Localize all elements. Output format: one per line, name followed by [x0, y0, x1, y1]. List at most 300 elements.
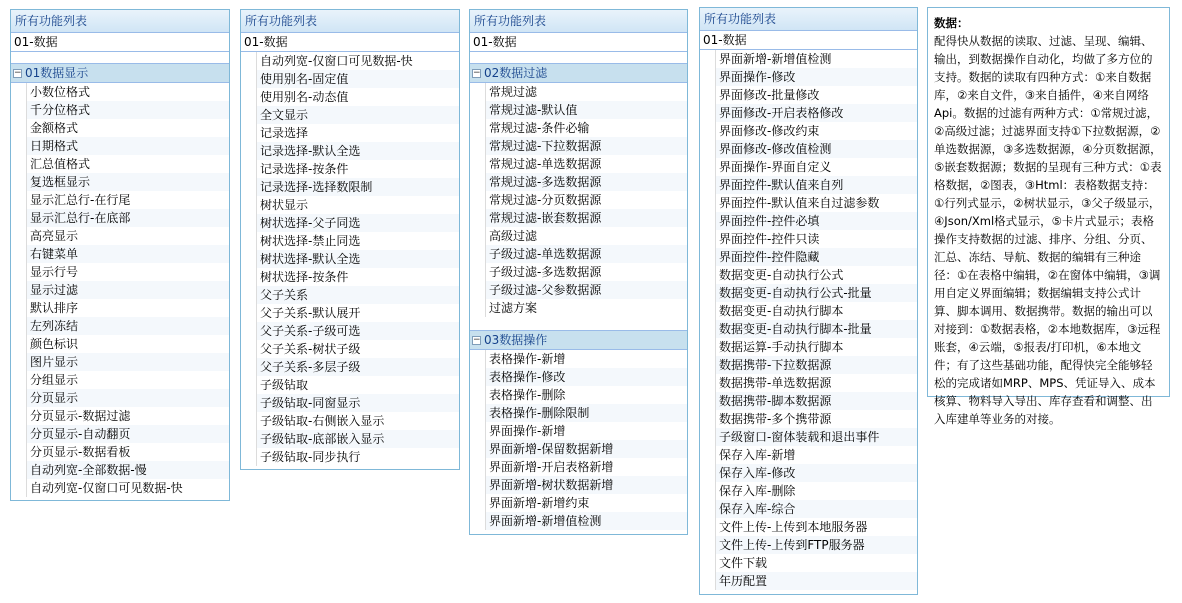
row-indicator	[11, 335, 27, 353]
list-item[interactable]	[470, 119, 687, 137]
list-item[interactable]	[11, 137, 229, 155]
row-indicator	[11, 407, 27, 425]
row-indicator	[241, 124, 257, 142]
panel-title: 所有功能列表	[700, 8, 917, 31]
row-indicator	[470, 119, 486, 137]
list-item-label: 界面修改-修改值检测	[716, 140, 917, 158]
list-item-label: 父子关系-默认展开	[260, 306, 361, 320]
collapse-icon[interactable]: −	[14, 67, 22, 78]
list-item-label: 界面新增-新增值检测	[486, 512, 687, 530]
list-item-label: 复选框显示	[27, 173, 229, 191]
list-item-label: 表格操作-修改	[486, 368, 687, 386]
list-item-label: 常规过滤-单选数据源	[489, 157, 602, 171]
row-indicator	[470, 281, 486, 299]
row-indicator	[470, 209, 486, 227]
row-indicator	[470, 245, 486, 263]
list-item[interactable]	[700, 464, 917, 482]
row-indicator	[241, 394, 257, 412]
list-item-label: 自动列宽-仅窗口可见数据-快	[30, 481, 183, 495]
row-indicator	[11, 263, 27, 281]
row-indicator	[700, 140, 716, 158]
row-indicator	[470, 440, 486, 458]
row-indicator	[700, 158, 716, 176]
list-item-label: 常规过滤-嵌套数据源	[486, 209, 687, 227]
list-item[interactable]	[700, 518, 917, 536]
list-item-label: 颜色标识	[30, 337, 79, 351]
category-select[interactable]: 01-数据	[11, 33, 229, 52]
list-item[interactable]	[700, 194, 917, 212]
category-select[interactable]: 01-数据	[241, 33, 459, 52]
row-indicator	[470, 299, 486, 317]
list-item[interactable]	[11, 407, 229, 425]
list-item-label: 界面修改-开启表格修改	[716, 104, 917, 122]
list-item-label: 显示行号	[30, 265, 79, 279]
list-item[interactable]	[241, 322, 459, 340]
list-item[interactable]	[241, 412, 459, 430]
list-item[interactable]	[700, 158, 917, 176]
row-indicator	[241, 70, 257, 88]
row-indicator	[470, 422, 486, 440]
list-item[interactable]	[11, 173, 229, 191]
function-list-panel-2	[240, 9, 460, 470]
function-list-panel-4	[699, 7, 918, 595]
list-item[interactable]	[11, 425, 229, 443]
list-item-label: 显示汇总行-在底部	[27, 209, 229, 227]
row-indicator	[11, 245, 27, 263]
list-item-label: 左列冻结	[27, 317, 229, 335]
list-item[interactable]	[241, 232, 459, 250]
list-item[interactable]	[241, 268, 459, 286]
row-indicator	[700, 392, 716, 410]
feature-list	[470, 83, 687, 317]
list-item-label: 表格操作-删除	[489, 388, 566, 402]
group-header[interactable]	[470, 330, 687, 350]
list-item-label: 汇总值格式	[30, 157, 91, 171]
list-item-label: 保存入库-综合	[716, 500, 917, 518]
row-indicator	[11, 281, 27, 299]
row-indicator	[700, 284, 716, 302]
list-item-label: 树状选择-按条件	[260, 270, 349, 284]
list-item-label: 数据变更-自动执行脚本	[719, 304, 844, 318]
list-item[interactable]	[470, 368, 687, 386]
list-item[interactable]	[241, 106, 459, 124]
row-indicator	[11, 191, 27, 209]
list-item[interactable]	[470, 440, 687, 458]
row-indicator	[11, 389, 27, 407]
row-indicator	[241, 88, 257, 106]
list-item[interactable]	[700, 428, 917, 446]
description-panel	[927, 7, 1170, 426]
feature-list	[241, 52, 459, 466]
list-item-label: 高级过滤	[489, 229, 538, 243]
list-item-label: 数据携带-脚本数据源	[716, 392, 917, 410]
list-item[interactable]	[11, 119, 229, 137]
row-indicator	[700, 176, 716, 194]
list-item-label: 记录选择-按条件	[260, 162, 349, 176]
list-item-label: 子级钻取-底部嵌入显示	[257, 430, 459, 448]
list-item[interactable]	[241, 196, 459, 214]
list-item-label: 日期格式	[27, 137, 229, 155]
list-item-label: 保存入库-删除	[719, 484, 796, 498]
row-indicator	[11, 173, 27, 191]
row-indicator	[11, 101, 27, 119]
row-indicator	[241, 304, 257, 322]
list-item[interactable]	[11, 371, 229, 389]
list-item[interactable]	[700, 500, 917, 518]
list-item[interactable]	[700, 212, 917, 230]
list-item[interactable]	[11, 245, 229, 263]
panel-title: 所有功能列表	[470, 10, 687, 33]
list-item[interactable]	[470, 350, 687, 368]
list-item-label: 自动列宽-仅窗口可见数据-快	[260, 54, 413, 68]
list-item[interactable]	[11, 461, 229, 479]
list-item[interactable]	[241, 448, 459, 466]
list-item-label: 文件下载	[719, 556, 768, 570]
list-item[interactable]	[241, 52, 459, 70]
list-item-label: 常规过滤-分页数据源	[489, 193, 602, 207]
list-item-label: 数据变更-自动执行公式-批量	[716, 284, 917, 302]
row-indicator	[470, 155, 486, 173]
list-item[interactable]	[470, 155, 687, 173]
list-item[interactable]	[11, 335, 229, 353]
list-item[interactable]	[700, 482, 917, 500]
list-item-label: 常规过滤	[489, 85, 538, 99]
list-item[interactable]	[700, 374, 917, 392]
row-indicator	[11, 371, 27, 389]
row-indicator	[11, 443, 27, 461]
row-indicator	[241, 160, 257, 178]
list-item-label: 记录选择-选择数限制	[257, 178, 459, 196]
row-indicator	[470, 83, 486, 101]
list-item-label: 数据携带-下拉数据源	[716, 356, 917, 374]
category-select[interactable]: 01-数据	[470, 33, 687, 52]
list-item-label: 常规过滤-条件必输	[489, 121, 590, 135]
list-item[interactable]	[241, 304, 459, 322]
list-item-label: 树状选择-默认全选	[257, 250, 459, 268]
row-indicator	[11, 299, 27, 317]
list-item[interactable]	[470, 458, 687, 476]
row-indicator	[241, 340, 257, 358]
row-indicator	[470, 227, 486, 245]
list-item[interactable]	[11, 479, 229, 497]
row-indicator	[700, 500, 716, 518]
row-indicator	[700, 482, 716, 500]
row-indicator	[470, 173, 486, 191]
list-item-label: 文件上传-上传到本地服务器	[719, 520, 868, 534]
list-item[interactable]	[11, 353, 229, 371]
row-indicator	[241, 268, 257, 286]
row-indicator	[11, 227, 27, 245]
list-item-label: 分页显示-数据过滤	[30, 409, 131, 423]
row-indicator	[241, 142, 257, 160]
list-item-label: 使用别名-动态值	[260, 90, 349, 104]
list-item[interactable]	[241, 214, 459, 232]
list-item[interactable]	[241, 394, 459, 412]
list-item[interactable]	[470, 209, 687, 227]
feature-list	[11, 83, 229, 497]
list-item[interactable]	[11, 389, 229, 407]
list-item-label: 界面控件-默认值来自过滤参数	[719, 196, 880, 210]
function-list-panel-3	[469, 9, 688, 535]
list-item[interactable]	[241, 124, 459, 142]
list-item[interactable]	[700, 284, 917, 302]
list-item-label: 常规过滤-下拉数据源	[486, 137, 687, 155]
row-indicator	[11, 155, 27, 173]
row-indicator	[11, 119, 27, 137]
list-item-label: 子级钻取-同步执行	[260, 450, 361, 464]
list-item[interactable]	[470, 299, 687, 317]
list-item-label: 界面新增-新增约束	[489, 496, 590, 510]
list-item[interactable]	[470, 281, 687, 299]
row-indicator	[11, 425, 27, 443]
list-item[interactable]	[241, 178, 459, 196]
row-indicator	[11, 461, 27, 479]
row-indicator	[11, 317, 27, 335]
row-indicator	[700, 104, 716, 122]
list-item-label: 全文显示	[257, 106, 459, 124]
list-item[interactable]	[241, 286, 459, 304]
feature-list	[470, 350, 687, 530]
list-item[interactable]	[470, 386, 687, 404]
list-item-label: 分页显示	[27, 389, 229, 407]
row-indicator	[470, 368, 486, 386]
list-item-label: 界面新增-开启表格新增	[489, 460, 614, 474]
list-item[interactable]	[11, 281, 229, 299]
list-item-label: 父子关系-多层子级	[257, 358, 459, 376]
row-indicator	[700, 68, 716, 86]
list-item-label: 表格操作-新增	[489, 352, 566, 366]
row-indicator	[700, 230, 716, 248]
list-item[interactable]	[700, 356, 917, 374]
list-item[interactable]	[470, 245, 687, 263]
list-item[interactable]	[700, 302, 917, 320]
list-item[interactable]	[11, 263, 229, 281]
row-indicator	[11, 479, 27, 497]
function-list-panel-1	[10, 9, 230, 501]
list-item-label: 界面新增-保留数据新增	[486, 440, 687, 458]
list-item[interactable]	[11, 83, 229, 101]
row-indicator	[241, 376, 257, 394]
list-item[interactable]	[700, 446, 917, 464]
row-indicator	[700, 518, 716, 536]
row-indicator	[470, 101, 486, 119]
row-indicator	[11, 353, 27, 371]
list-item[interactable]	[11, 155, 229, 173]
row-indicator	[700, 428, 716, 446]
row-indicator	[241, 106, 257, 124]
category-select[interactable]: 01-数据	[700, 31, 917, 50]
list-item-label: 界面修改-批量修改	[719, 88, 820, 102]
list-item[interactable]	[11, 443, 229, 461]
list-item-label: 界面新增-新增值检测	[719, 52, 832, 66]
list-item-label: 保存入库-新增	[719, 448, 796, 462]
list-item-label: 默认排序	[30, 301, 79, 315]
list-item[interactable]	[11, 299, 229, 317]
list-item[interactable]	[700, 176, 917, 194]
list-item-label: 界面控件-控件隐藏	[716, 248, 917, 266]
row-indicator	[700, 122, 716, 140]
list-item[interactable]	[11, 191, 229, 209]
row-indicator	[700, 212, 716, 230]
list-item-label: 显示汇总行-在行尾	[30, 193, 131, 207]
list-item[interactable]	[11, 101, 229, 119]
list-item[interactable]	[470, 101, 687, 119]
list-item[interactable]	[700, 554, 917, 572]
row-indicator	[700, 374, 716, 392]
list-item-label: 表格操作-删除限制	[486, 404, 687, 422]
row-indicator	[470, 494, 486, 512]
row-indicator	[241, 178, 257, 196]
list-item[interactable]	[11, 227, 229, 245]
collapse-icon[interactable]: −	[473, 67, 481, 78]
group-header[interactable]	[470, 63, 687, 83]
list-item[interactable]	[700, 140, 917, 158]
list-item-label: 界面控件-默认值来自列	[716, 176, 917, 194]
list-item-label: 子级窗口-窗体装载和退出事件	[716, 428, 917, 446]
list-item[interactable]	[700, 68, 917, 86]
list-item-label: 过滤方案	[489, 301, 538, 315]
row-indicator	[11, 209, 27, 227]
list-item-label: 界面操作-界面自定义	[719, 160, 832, 174]
row-indicator	[241, 52, 257, 70]
list-item[interactable]	[241, 160, 459, 178]
list-item[interactable]	[470, 191, 687, 209]
list-item[interactable]	[700, 392, 917, 410]
list-item[interactable]	[700, 338, 917, 356]
row-indicator	[11, 83, 27, 101]
list-item[interactable]	[700, 86, 917, 104]
row-indicator	[700, 410, 716, 428]
list-item-label: 文件上传-上传到FTP服务器	[716, 536, 917, 554]
row-indicator	[700, 248, 716, 266]
list-item[interactable]	[241, 88, 459, 106]
list-item[interactable]	[700, 320, 917, 338]
list-item-label: 树状显示	[260, 198, 309, 212]
list-item-label: 父子关系-树状子级	[260, 342, 361, 356]
list-item-label: 高亮显示	[30, 229, 79, 243]
list-item-label: 树状选择-父子同选	[257, 214, 459, 232]
list-item-label: 界面修改-修改约束	[719, 124, 820, 138]
feature-list	[700, 50, 917, 590]
row-indicator	[700, 536, 716, 554]
description-body: 配得快从数据的读取、过滤、呈现、编辑、输出，到数据操作自动化，均做了多方位的支持。数据的读取有四种方式：①来自数据库，②来自文件，③来自插件，④来自网络Api。数据的过滤有两种方式：①常规过滤，②高级过滤；过滤界面支持①下拉数据源，②单选数据源，③多选数据源，④分页数据源，⑤嵌套数据源；数据的呈现有三种方式：①表格数据，②图表，③Html：表格数据支持：①行列式显示，②树状显示，③父子级显示，④Json/Xml格式显示，⑤卡片式显示；表格操作支持数据的过滤、排序、分组、分页、汇总、冻结、导航、数据的编辑有三种途径：①在表格中编辑，②在窗体中编辑，③调用自定义界面编辑；数据编辑支持公式计算、脚本调用、数据携带。数据的输出可以对接到：①数据表格，②本地数据库，③远程账套，④云端，⑤报表/打印机，⑥本地文件；有了这些基础功能，配得快完全能够轻松的完成诸如MRP、MPS、凭证导入、成本核算、物料导入导出、库存查看和调整、出入库建单等业务的对接。	[934, 34, 1162, 426]
group-header[interactable]	[11, 63, 229, 83]
list-item[interactable]	[470, 422, 687, 440]
list-item-label: 界面新增-树状数据新增	[486, 476, 687, 494]
row-indicator	[470, 386, 486, 404]
list-item[interactable]	[470, 83, 687, 101]
list-item[interactable]	[241, 376, 459, 394]
row-indicator	[700, 194, 716, 212]
list-item-label: 子级钻取	[260, 378, 309, 392]
list-item[interactable]	[470, 137, 687, 155]
list-item[interactable]	[470, 227, 687, 245]
description-title: 数据：	[934, 16, 969, 30]
list-item[interactable]	[470, 476, 687, 494]
list-item-label: 右键菜单	[27, 245, 229, 263]
row-indicator	[700, 446, 716, 464]
row-indicator	[700, 464, 716, 482]
list-item-label: 子级过滤-父参数据源	[486, 281, 687, 299]
list-item[interactable]	[241, 340, 459, 358]
list-item[interactable]	[700, 122, 917, 140]
list-item-label: 父子关系-子级可选	[257, 322, 459, 340]
list-item-label: 父子关系	[257, 286, 459, 304]
collapse-icon[interactable]: −	[473, 334, 481, 345]
list-item-label: 数据运算-手动执行脚本	[719, 340, 844, 354]
list-item[interactable]	[700, 572, 917, 590]
row-indicator	[700, 86, 716, 104]
row-indicator	[241, 358, 257, 376]
group-title: 03数据操作	[484, 333, 548, 347]
list-item-label: 界面操作-新增	[489, 424, 566, 438]
list-item[interactable]	[470, 494, 687, 512]
list-item-label: 分页显示-自动翻页	[27, 425, 229, 443]
row-indicator	[241, 448, 257, 466]
list-item-label: 保存入库-修改	[716, 464, 917, 482]
row-indicator	[241, 214, 257, 232]
list-item[interactable]	[700, 104, 917, 122]
list-item[interactable]	[700, 50, 917, 68]
row-indicator	[470, 263, 486, 281]
list-item-label: 自动列宽-全部数据-慢	[27, 461, 229, 479]
list-item-label: 数据变更-自动执行脚本-批量	[716, 320, 917, 338]
list-item[interactable]	[241, 142, 459, 160]
list-item-label: 使用别名-固定值	[257, 70, 459, 88]
list-item-label: 分组显示	[30, 373, 79, 387]
row-indicator	[241, 430, 257, 448]
list-item-label: 年历配置	[716, 572, 917, 590]
row-indicator	[470, 512, 486, 530]
list-item[interactable]	[700, 410, 917, 428]
list-item-label: 金额格式	[30, 121, 79, 135]
list-item[interactable]	[700, 536, 917, 554]
list-item[interactable]	[470, 404, 687, 422]
list-item-label: 分页显示-数据看板	[30, 445, 131, 459]
row-indicator	[241, 250, 257, 268]
row-indicator	[470, 476, 486, 494]
list-item[interactable]	[241, 70, 459, 88]
row-indicator	[700, 554, 716, 572]
row-indicator	[11, 137, 27, 155]
list-item[interactable]	[11, 209, 229, 227]
list-item-label: 子级过滤-单选数据源	[486, 245, 687, 263]
list-item-label: 界面控件-控件必填	[716, 212, 917, 230]
list-item[interactable]	[700, 230, 917, 248]
row-indicator	[470, 137, 486, 155]
list-item[interactable]	[11, 317, 229, 335]
list-item[interactable]	[241, 358, 459, 376]
list-item-label: 界面操作-修改	[716, 68, 917, 86]
list-item[interactable]	[241, 250, 459, 268]
list-item[interactable]	[700, 266, 917, 284]
row-indicator	[700, 356, 716, 374]
row-indicator	[470, 191, 486, 209]
row-indicator	[700, 320, 716, 338]
row-indicator	[241, 286, 257, 304]
list-item-label: 界面控件-控件只读	[719, 232, 820, 246]
list-item-label: 小数位格式	[30, 85, 91, 99]
list-item[interactable]	[470, 512, 687, 530]
row-indicator	[700, 50, 716, 68]
list-item-label: 记录选择-默认全选	[257, 142, 459, 160]
group-title: 01数据显示	[25, 66, 89, 80]
list-item[interactable]	[700, 248, 917, 266]
row-indicator	[241, 412, 257, 430]
list-item[interactable]	[470, 263, 687, 281]
list-item[interactable]	[241, 430, 459, 448]
list-item[interactable]	[470, 173, 687, 191]
